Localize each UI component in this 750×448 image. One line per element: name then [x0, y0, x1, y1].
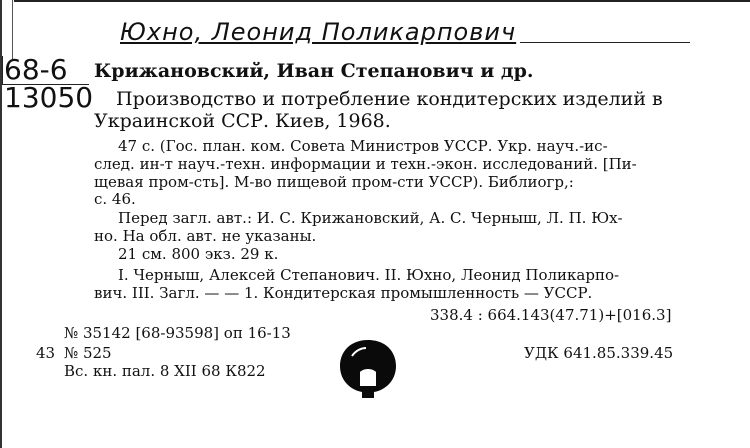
publication-line2: след. ин-т науч.-техн. информации и техн.-экон. исследований. [Пи-	[94, 155, 637, 173]
note-line2: но. На обл. авт. не указаны.	[94, 227, 317, 245]
handwritten-author-heading: Юхно, Леонид Поликарпович	[120, 18, 517, 46]
control-number-line1: № 35142 [68-93598] оп 16-13	[64, 324, 291, 342]
tracing-line1: I. Черныш, Алексей Степанович. II. Юхно, Леонид Поликарпо-	[118, 266, 620, 284]
shelfmark-line1: 68-6	[4, 53, 68, 86]
control-number-line2: № 525	[64, 344, 112, 362]
card-number: 43	[36, 344, 56, 362]
udk-number: УДК 641.85.339.45	[524, 344, 674, 362]
card-top-edge	[14, 0, 750, 2]
physical-description: 21 см. 800 экз. 29 к.	[118, 245, 279, 263]
note-line1: Перед загл. авт.: И. С. Крижановский, А. С. Черныш, Л. П. Юх-	[118, 209, 623, 227]
shelfmark-line2: 13050	[4, 81, 94, 114]
card-corner-mark	[12, 0, 13, 60]
classification-number: 338.4 : 664.143(47.71)+[016.3]	[430, 306, 672, 324]
publication-line3: щевая пром-сть]. М-во пищевой пром-сти УССР). Библиогр,:	[94, 173, 574, 191]
record-author: Крижановский, Иван Степанович и др.	[94, 60, 534, 82]
handwritten-underline	[520, 42, 690, 43]
record-title-line2: Украинской ССР. Киев, 1968.	[94, 110, 391, 132]
control-number-line3: Вс. кн. пал. 8 XII 68 К822	[64, 362, 266, 380]
ink-stamp-blot	[338, 336, 398, 400]
record-title-line1: Производство и потребление кондитерских изделий в	[116, 88, 663, 110]
publication-line4: с. 46.	[94, 190, 136, 208]
publication-line1: 47 с. (Гос. план. ком. Совета Министров УССР. Укр. науч.-ис-	[118, 137, 608, 155]
tracing-line2: вич. III. Загл. — — 1. Кондитерская промышленность — УССР.	[94, 284, 593, 302]
